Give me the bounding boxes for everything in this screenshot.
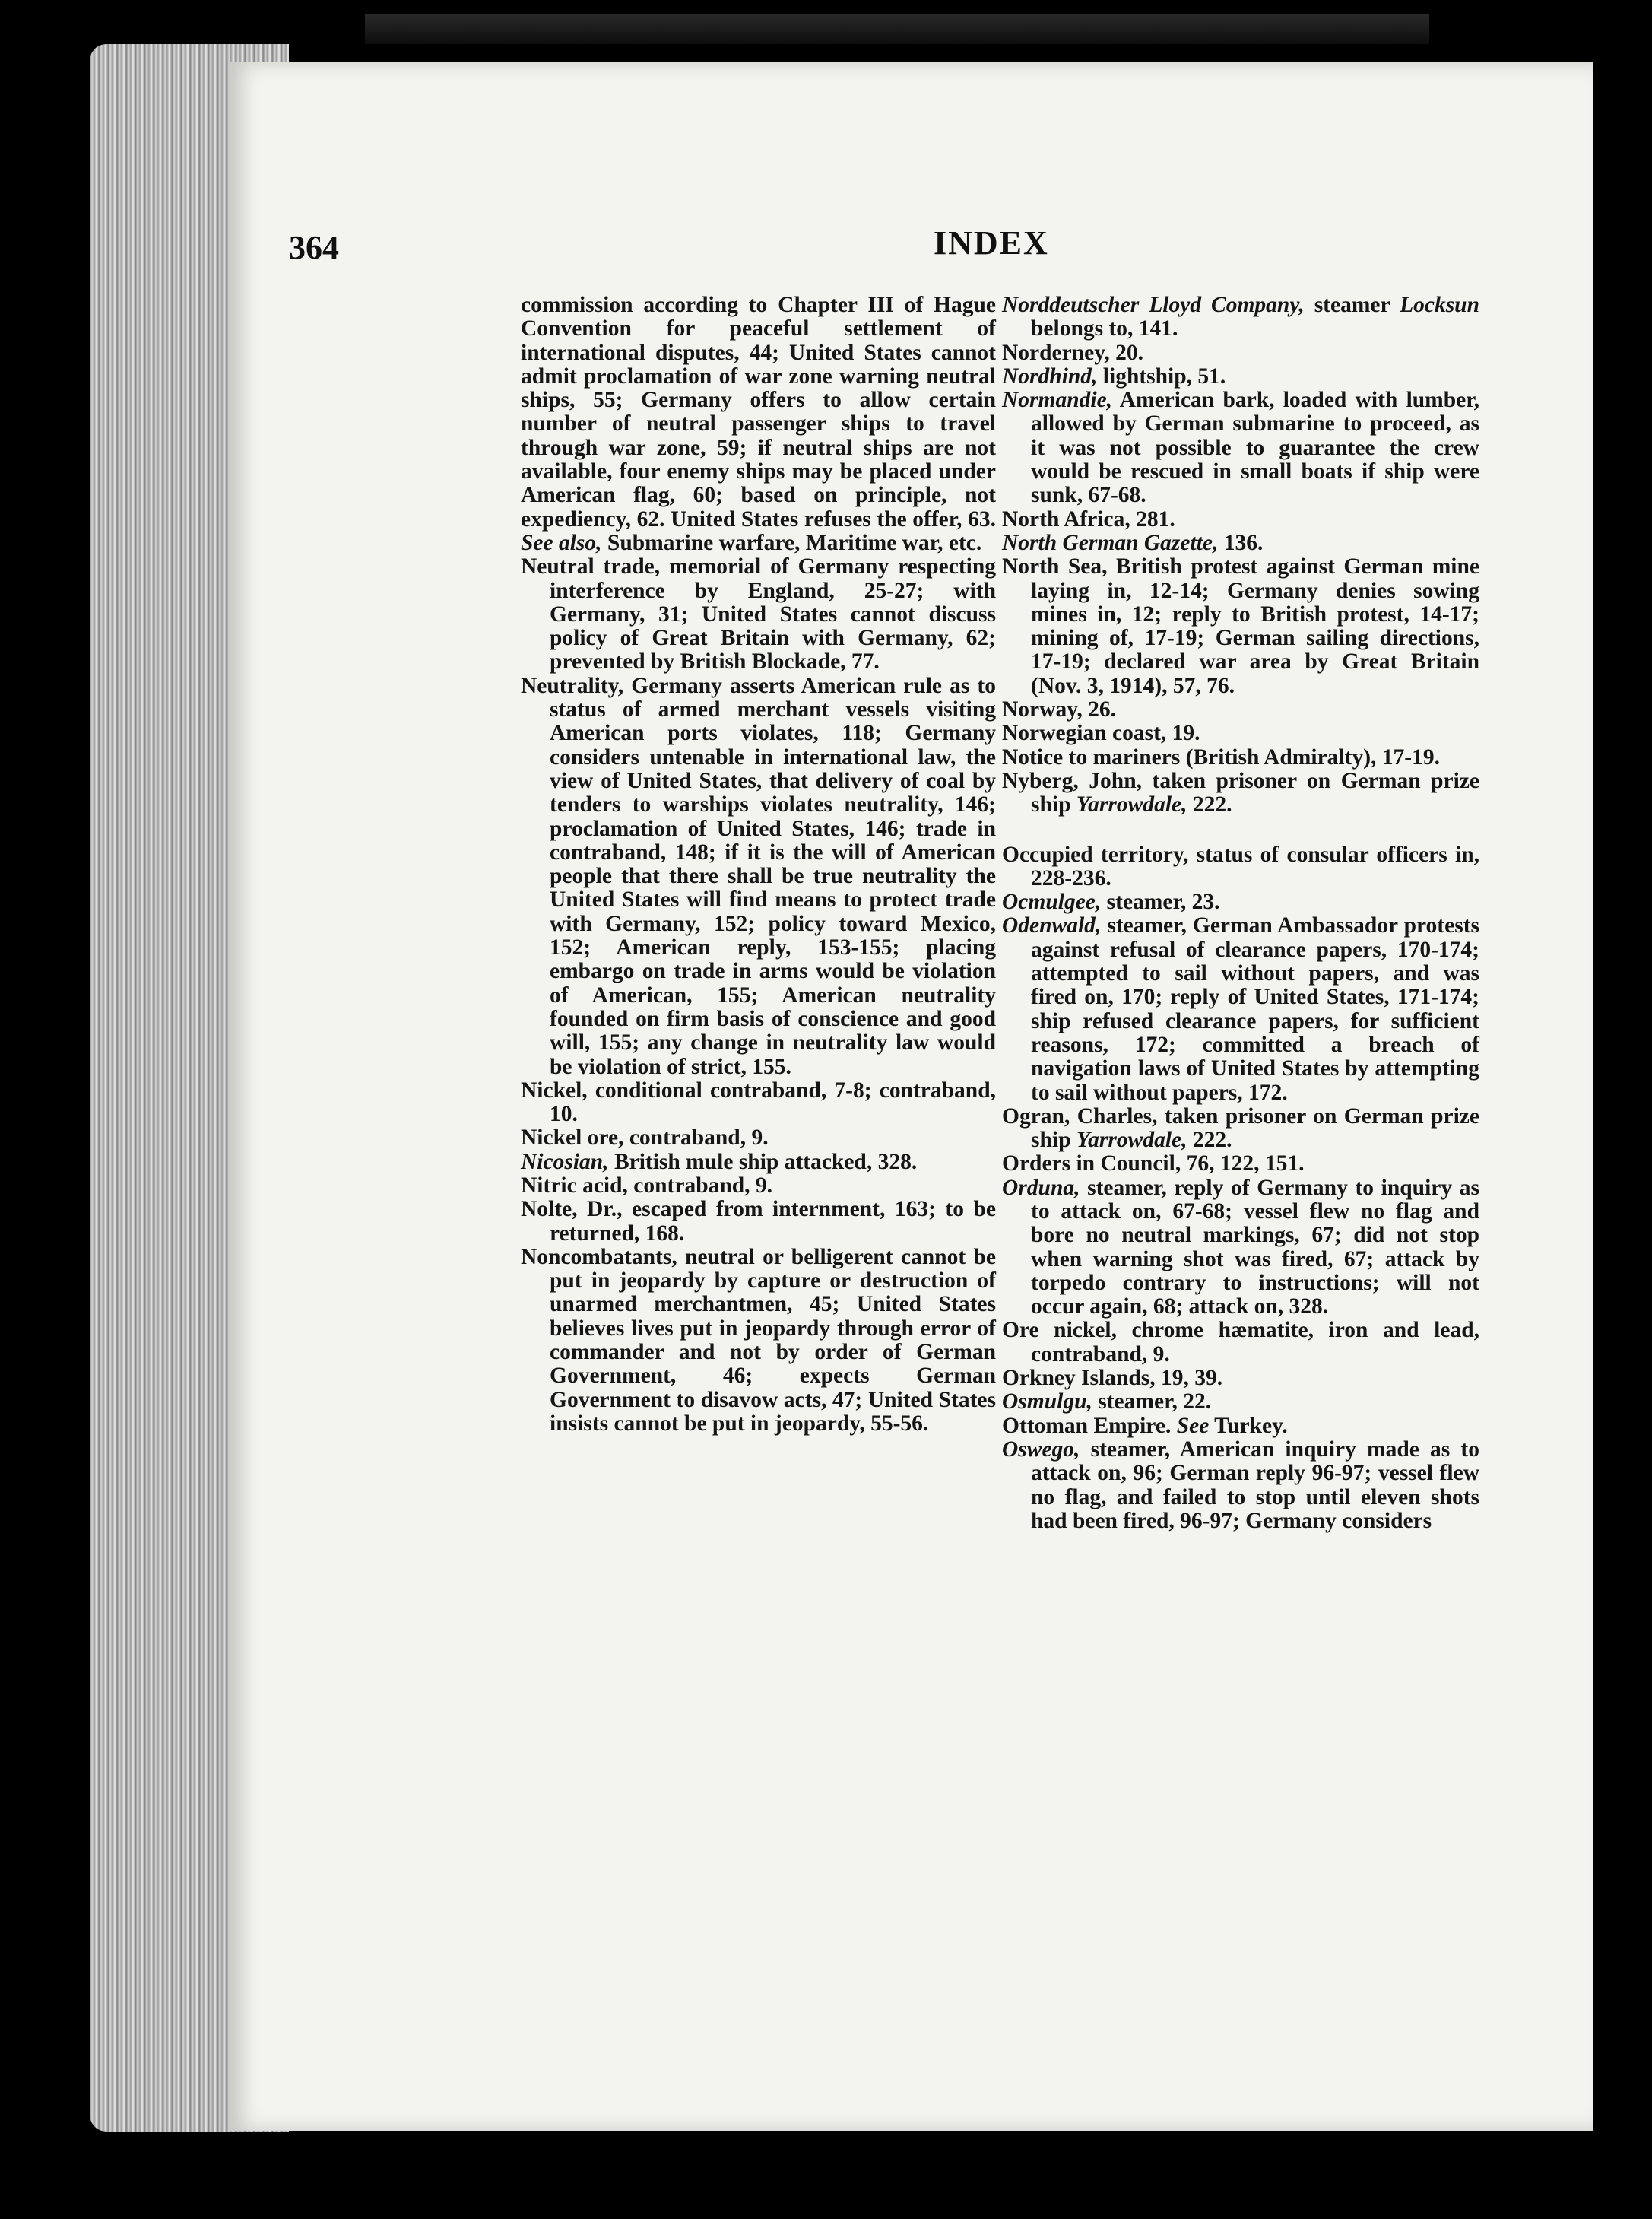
entry-ref-text: 222.	[1192, 792, 1232, 817]
entry-text: commission according to Chapter III of Hague Convention for peaceful settlement of international disputes, 44; United States cannot admit proclamation of war zone warning neutral ships, 55; Germany offers to allow certain number of neutral passenger ships to travel through war zone, 59; if neutral ships are not available, four enemy ships may be placed under American flag, 60; based on principle, not expediency, 62. United States refuses the offer, 63.	[521, 293, 996, 532]
see-also-label: See also,	[521, 530, 602, 555]
entry-text: 19.	[1172, 721, 1200, 746]
index-entry	[1002, 698, 1479, 722]
entry-text: steamer, American inquiry made as to attack on, 96; German reply 96-97; vessel flew no flag, and failed to stop until eleven shots had been fired, 96-97; Germany considers	[1031, 1436, 1479, 1533]
entry-heading: Norwegian coast,	[1002, 721, 1167, 746]
entry-heading: North Sea,	[1002, 554, 1108, 579]
entry-text: British protest against German mine laying in, 12-14; Germany denies sowing mines in, 12; reply to British protest, 14-17; mining of, 17-19; German sailing directions, 17-19; declared war area by Great Britain (Nov. 3, 1914), 57, 76.	[1031, 554, 1479, 698]
index-entry	[1002, 843, 1479, 891]
page-number: 364	[289, 229, 339, 266]
index-entry	[1002, 746, 1479, 770]
entry-text: steamer, 22.	[1098, 1389, 1212, 1414]
entry-heading: Norderney,	[1002, 340, 1110, 365]
index-entry	[521, 1079, 996, 1127]
index-entry	[1002, 1414, 1479, 1438]
entry-text: 20.	[1115, 340, 1143, 365]
entry-text: British mule ship attacked, 328.	[614, 1149, 918, 1174]
entry-italic-ref: Locksun	[1400, 293, 1479, 317]
right-index-column	[1002, 294, 1479, 1533]
entry-heading: North German Gazette,	[1002, 530, 1219, 555]
entry-heading: Normandie,	[1002, 388, 1113, 413]
index-entry	[1002, 555, 1479, 698]
entry-text: status of consular officers in, 228-236.	[1031, 842, 1479, 890]
left-index-column	[521, 294, 996, 1436]
entry-heading: Occupied territory,	[1002, 842, 1189, 867]
letter-gap	[1002, 817, 1479, 843]
index-entry	[1002, 532, 1479, 555]
entry-text: American bark, loaded with lumber, allowed by German submarine to proceed, as it was not possible to guarantee the crew would be rescued in small boats if ship were sunk, 67-68.	[1031, 388, 1479, 508]
entry-text: 26.	[1088, 697, 1116, 722]
index-entry	[1002, 1438, 1479, 1533]
see-also-text: Submarine warfare, Maritime war, etc.	[607, 530, 982, 555]
entry-heading: Nickel ore,	[521, 1125, 624, 1151]
entry-heading: Norddeutscher Lloyd Company,	[1002, 293, 1305, 317]
entry-text: steamer	[1314, 293, 1390, 317]
entry-heading: Ore nickel,	[1002, 1318, 1117, 1343]
entry-heading: Norway,	[1002, 697, 1083, 722]
index-entry	[1002, 389, 1479, 507]
entry-text: 281.	[1136, 506, 1175, 532]
entry-heading: Nicosian,	[521, 1149, 609, 1174]
index-entry	[1002, 890, 1479, 914]
entry-text: 19, 39.	[1161, 1366, 1223, 1391]
index-entry	[521, 555, 996, 674]
index-entry	[521, 1151, 996, 1174]
entry-heading: Nordhind,	[1002, 363, 1098, 389]
entry-text: 76, 122, 151.	[1186, 1151, 1305, 1176]
entry-heading: Noncombatants,	[521, 1244, 677, 1269]
entry-text: chrome hæmatite, iron and lead, contraband, 9.	[1031, 1318, 1480, 1367]
entry-heading: Nyberg, John,	[1002, 768, 1142, 793]
entry-heading: Orders in Council,	[1002, 1151, 1181, 1176]
index-entry	[521, 1246, 996, 1436]
index-entry	[1002, 508, 1479, 532]
index-entry	[1002, 1367, 1479, 1390]
page-header	[289, 224, 1520, 281]
entry-text: contraband, 9.	[629, 1125, 769, 1151]
entry-heading: Ogran, Charles,	[1002, 1103, 1158, 1129]
entry-ref-text: belongs to, 141.	[1031, 316, 1178, 341]
scan-top-shadow	[365, 14, 1429, 44]
index-entry	[1002, 914, 1479, 1104]
entry-heading: Notice to mariners	[1002, 744, 1181, 770]
entry-text: conditional contraband, 7-8; contraband, 10.	[550, 1078, 996, 1127]
entry-text: Germany asserts American rule as to status of armed merchant vessels visiting American ports violates, 118; Germany considers untenable in international law, the view of United States, that delivery of coal by tenders to warships violates neutrality, 146; proclamation of United States, 146; trade in contraband, 148; if it is the will of American people that there shall be true neutrality the United States will find means to protect trade with Germany, 152; policy toward Mexico, 152; American reply, 153-155; placing embargo on trade in arms would be violation of American, 155; American neutrality founded on firm basis of conscience and good will, 155; any change in neutrality law would be violation of strict, 155.	[550, 673, 997, 1079]
index-entry	[1002, 294, 1479, 341]
entry-heading: Ottoman Empire.	[1002, 1413, 1172, 1438]
index-entry	[1002, 341, 1479, 365]
running-head: INDEX	[934, 224, 1049, 262]
entry-text: memorial of Germany respecting interference by England, 25-27; with Germany, 31; United States cannot discuss policy of Great Britain with Germany, 62; prevented by British Blockade, 77.	[550, 554, 996, 675]
entry-text: taken prisoner on German prize ship	[1031, 768, 1480, 817]
entry-ref-text: Turkey.	[1214, 1413, 1288, 1438]
entry-text: neutral or belligerent cannot be put in jeopardy by capture or destruction of unarmed merchantmen, 45; United States believes lives put in jeopardy through error of commander and not by order of German Government, 46; expects German Government to disavow acts, 47; United States insists cannot be put in jeopardy, 55-56.	[550, 1244, 996, 1436]
entry-heading: Orkney Islands,	[1002, 1366, 1156, 1391]
entry-text: taken prisoner on German prize ship	[1031, 1103, 1479, 1153]
entry-heading: Ocmulgee,	[1002, 890, 1102, 915]
entry-text: (British Admiralty), 17-19.	[1185, 744, 1440, 770]
entry-text: steamer, reply of Germany to inquiry as to attack on, 67-68; vessel flew no flag and bore no neutral markings, 67; did not stop when warning shot was fired, 67; attack by torpedo contrary to instructions; will not occur again, 68; attack on, 328.	[1031, 1175, 1479, 1319]
index-entry	[521, 1126, 996, 1150]
entry-heading: Nickel,	[521, 1078, 588, 1103]
entry-text: 136.	[1223, 530, 1264, 555]
entry-heading: North Africa,	[1002, 506, 1130, 532]
index-entry	[1002, 365, 1479, 389]
index-entry	[1002, 1390, 1479, 1414]
entry-italic-ref: See	[1176, 1413, 1210, 1438]
entry-heading: Neutral trade,	[521, 554, 661, 579]
index-entry	[1002, 770, 1479, 817]
entry-text: contraband, 9.	[633, 1173, 773, 1198]
entry-text: steamer, 23.	[1106, 890, 1220, 915]
entry-heading: Nolte, Dr.,	[521, 1197, 623, 1222]
entry-heading: Neutrality,	[521, 673, 624, 698]
entry-ref-text: 222.	[1192, 1128, 1232, 1153]
index-entry	[521, 675, 996, 1079]
entry-text: lightship, 51.	[1102, 363, 1226, 389]
entry-heading: Orduna,	[1002, 1175, 1080, 1200]
index-entry	[1002, 1319, 1479, 1367]
entry-text: escaped from internment, 163; to be returned, 168.	[550, 1197, 997, 1246]
entry-italic-ref: Yarrowdale,	[1076, 1128, 1187, 1153]
index-entry	[1002, 1152, 1479, 1176]
index-entry	[1002, 1176, 1479, 1319]
entry-italic-ref: Yarrowdale,	[1076, 792, 1187, 817]
index-entry	[521, 1198, 996, 1246]
entry-heading: Oswego,	[1002, 1436, 1080, 1462]
entry-heading: Odenwald,	[1002, 913, 1102, 938]
index-entry	[1002, 722, 1479, 745]
index-entry	[521, 1174, 996, 1198]
entry-heading: Nitric acid,	[521, 1173, 628, 1198]
entry-text: steamer, German Ambassador protests against refusal of clearance papers, 170-174; attempted to sail without papers, and was fired on, 170; reply of United States, 171-174; ship refused clearance papers, for sufficient reasons, 172; committed a breach of navigation laws of United States by attempting to sail without papers, 172.	[1031, 913, 1479, 1105]
entry-heading: Osmulgu,	[1002, 1389, 1092, 1414]
index-entry	[1002, 1105, 1479, 1153]
index-entry	[521, 294, 996, 555]
